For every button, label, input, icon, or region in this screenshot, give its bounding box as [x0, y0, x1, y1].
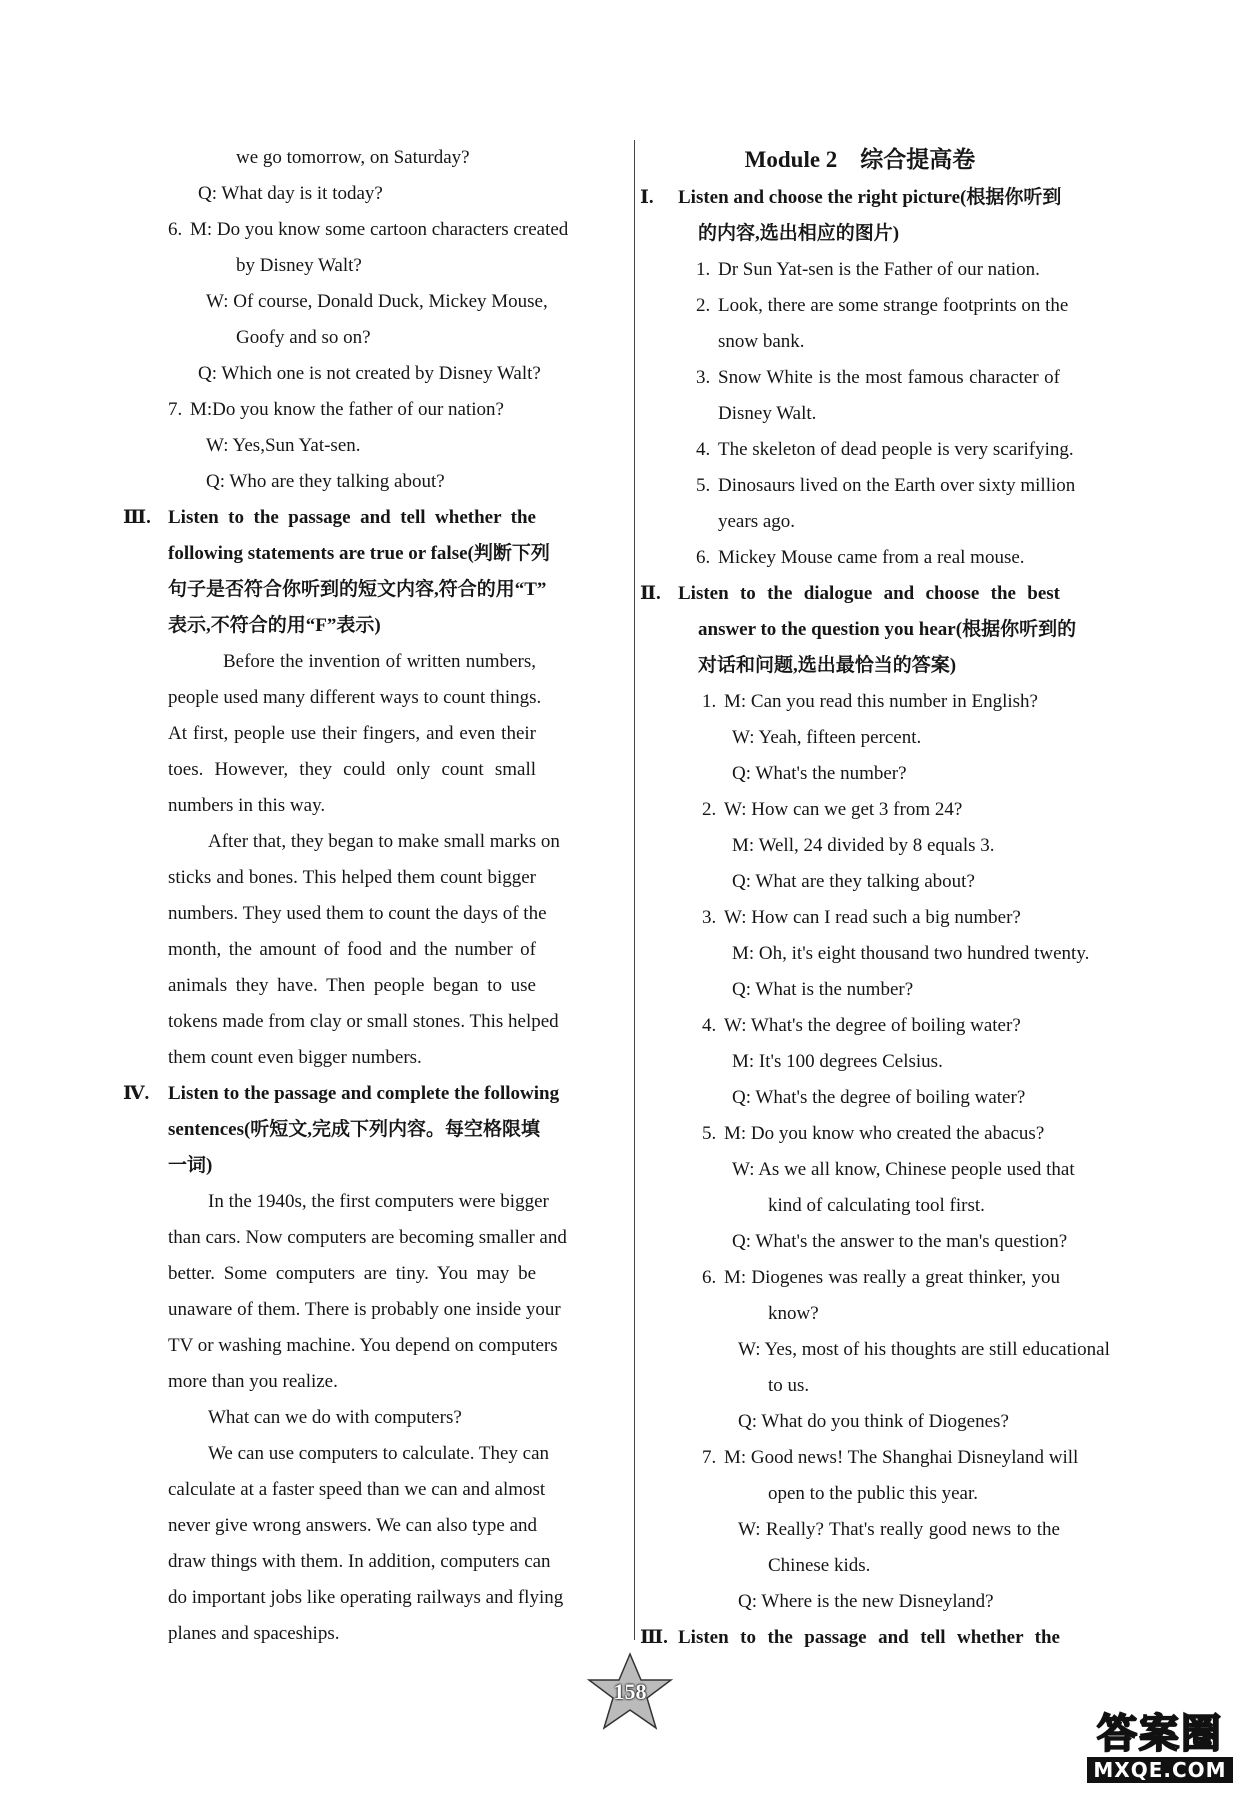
page-number-badge	[585, 1652, 675, 1732]
line-text: Module 2 综合提高卷	[744, 147, 976, 172]
numbered-line	[123, 1076, 618, 1112]
text-line	[660, 1296, 1150, 1332]
line-text: M: Can you read this number in English?	[724, 691, 1038, 712]
line-text: TV or washing machine. You depend on computers	[168, 1335, 558, 1356]
text-line	[660, 324, 1150, 360]
line-text: 的内容,选出相应的图片)	[698, 223, 900, 244]
text-line	[660, 864, 1150, 900]
numbered-line	[640, 180, 1150, 216]
text-line	[660, 972, 1150, 1008]
numbered-line	[660, 432, 1150, 468]
text-line	[660, 1332, 1150, 1368]
text-line	[168, 896, 618, 932]
line-text: planes and spaceships.	[168, 1623, 340, 1644]
page-number: 158	[613, 1679, 647, 1704]
right-column	[640, 140, 1150, 1656]
text-line	[168, 320, 618, 356]
text-line	[168, 284, 618, 320]
line-text: W: Really? That's really good news to the	[738, 1519, 1060, 1540]
section-title	[660, 140, 1150, 180]
line-text: better. Some computers are tiny. You may be	[168, 1263, 536, 1284]
text-line	[660, 1224, 1150, 1260]
numbered-line	[660, 792, 1150, 828]
line-text: In the 1940s, the first computers were bigger	[208, 1191, 549, 1212]
line-text: Disney Walt.	[718, 403, 817, 424]
column-divider	[634, 140, 635, 1640]
line-text: know?	[768, 1303, 819, 1324]
line-text: M: Good news! The Shanghai Disneyland will	[724, 1447, 1079, 1468]
line-text: more than you realize.	[168, 1371, 338, 1392]
line-text: W: Yes,Sun Yat-sen.	[206, 435, 361, 456]
item-number: 3.	[702, 907, 717, 928]
line-text: by Disney Walt?	[236, 255, 362, 276]
numbered-line	[660, 360, 1150, 396]
line-text: Q: What's the number?	[732, 763, 907, 784]
line-text: we go tomorrow, on Saturday?	[236, 147, 470, 168]
line-text: W: As we all know, Chinese people used that	[732, 1159, 1075, 1180]
text-line	[660, 1080, 1150, 1116]
line-text: to us.	[768, 1375, 810, 1396]
line-text: sentences(听短文,完成下列内容。每空格限填	[168, 1119, 541, 1140]
text-line	[168, 860, 618, 896]
numbered-line	[640, 1620, 1150, 1656]
line-text: Dinosaurs lived on the Earth over sixty million	[718, 475, 1076, 496]
numbered-line	[660, 1260, 1150, 1296]
line-text: M: Do you know some cartoon characters created	[190, 219, 569, 240]
numbered-line	[660, 684, 1150, 720]
line-text: 句子是否符合你听到的短文内容,符合的用“T”	[168, 579, 547, 600]
text-line	[660, 216, 1150, 252]
text-line	[168, 536, 618, 572]
text-line	[168, 1436, 618, 1472]
line-text: Mickey Mouse came from a real mouse.	[718, 547, 1025, 568]
text-line	[168, 1184, 618, 1220]
text-line	[168, 1580, 618, 1616]
line-text: following statements are true or false(判断下列	[168, 543, 550, 564]
text-line	[660, 1044, 1150, 1080]
line-text: than cars. Now computers are becoming smaller and	[168, 1227, 567, 1248]
text-line	[168, 1364, 618, 1400]
line-text: Q: What do you think of Diogenes?	[738, 1411, 1009, 1432]
line-text: 一词)	[168, 1155, 213, 1176]
line-text: Q: What's the degree of boiling water?	[732, 1087, 1026, 1108]
item-number: 5.	[696, 475, 711, 496]
line-text: do important jobs like operating railways and flying	[168, 1587, 564, 1608]
text-line	[660, 1152, 1150, 1188]
line-text: M: Well, 24 divided by 8 equals 3.	[732, 835, 995, 856]
text-line	[168, 1616, 618, 1652]
line-text: Chinese kids.	[768, 1555, 871, 1576]
text-line	[168, 1508, 618, 1544]
line-text: Q: Where is the new Disneyland?	[738, 1591, 994, 1612]
text-line	[168, 608, 618, 644]
numbered-line	[660, 1116, 1150, 1152]
line-text: W: Yes, most of his thoughts are still educational	[738, 1339, 1110, 1360]
line-text: snow bank.	[718, 331, 805, 352]
text-line	[660, 648, 1150, 684]
left-column	[123, 140, 618, 1652]
text-line	[168, 1040, 618, 1076]
item-number: 2.	[696, 295, 711, 316]
line-text: Before the invention of written numbers,	[223, 651, 536, 672]
line-text: Dr Sun Yat-sen is the Father of our nation.	[718, 259, 1040, 280]
text-line	[168, 932, 618, 968]
item-number: Ⅱ.	[640, 583, 661, 604]
text-line	[168, 1292, 618, 1328]
text-line	[168, 1112, 618, 1148]
line-text: Q: What is the number?	[732, 979, 914, 1000]
line-text: Q: What are they talking about?	[732, 871, 975, 892]
text-line	[168, 1004, 618, 1040]
line-text: them count even bigger numbers.	[168, 1047, 422, 1068]
line-text: Q: Who are they talking about?	[206, 471, 445, 492]
text-line	[660, 1548, 1150, 1584]
line-text: W: Of course, Donald Duck, Mickey Mouse,	[206, 291, 548, 312]
numbered-line	[168, 212, 618, 248]
text-line	[660, 756, 1150, 792]
line-text: answer to the question you hear(根据你听到的	[698, 619, 1077, 640]
line-text: open to the public this year.	[768, 1483, 979, 1504]
item-number: 5.	[702, 1123, 717, 1144]
numbered-line	[660, 540, 1150, 576]
text-line	[168, 356, 618, 392]
item-number: Ⅲ.	[640, 1627, 668, 1648]
text-line	[168, 1544, 618, 1580]
numbered-line	[660, 1008, 1150, 1044]
line-text: numbers in this way.	[168, 795, 326, 816]
text-line	[168, 680, 618, 716]
line-text: M:Do you know the father of our nation?	[190, 399, 504, 420]
line-text: sticks and bones. This helped them count bigger	[168, 867, 536, 888]
line-text: M: Diogenes was really a great thinker, you	[724, 1267, 1060, 1288]
item-number: 1.	[696, 259, 711, 280]
line-text: Q: Which one is not created by Disney Walt?	[198, 363, 541, 384]
numbered-line	[168, 392, 618, 428]
text-line	[168, 248, 618, 284]
line-text: Listen to the passage and tell whether the	[678, 1627, 1060, 1648]
text-line	[660, 504, 1150, 540]
text-line	[660, 1512, 1150, 1548]
line-text: never give wrong answers. We can also type and	[168, 1515, 538, 1536]
line-text: The skeleton of dead people is very scarifying.	[718, 439, 1074, 460]
numbered-line	[660, 1440, 1150, 1476]
text-line	[168, 1472, 618, 1508]
item-number: 4.	[702, 1015, 717, 1036]
numbered-line	[660, 288, 1150, 324]
line-text: draw things with them. In addition, computers can	[168, 1551, 551, 1572]
line-text: Q: What day is it today?	[198, 183, 383, 204]
line-text: M: It's 100 degrees Celsius.	[732, 1051, 943, 1072]
text-line	[168, 824, 618, 860]
text-line	[168, 572, 618, 608]
text-line	[168, 1256, 618, 1292]
text-line	[168, 428, 618, 464]
line-text: Q: What's the answer to the man's question?	[732, 1231, 1068, 1252]
line-text: M: Do you know who created the abacus?	[724, 1123, 1045, 1144]
item-number: 7.	[702, 1447, 717, 1468]
text-line	[660, 828, 1150, 864]
line-text: Listen to the passage and tell whether the	[168, 507, 536, 528]
line-text: Listen to the dialogue and choose the best	[678, 583, 1060, 604]
line-text: Listen to the passage and complete the following	[168, 1083, 560, 1104]
text-line	[660, 1584, 1150, 1620]
item-number: Ⅲ.	[123, 507, 151, 528]
item-number: 2.	[702, 799, 717, 820]
line-text: unaware of them. There is probably one inside your	[168, 1299, 561, 1320]
line-text: calculate at a faster speed than we can and almost	[168, 1479, 546, 1500]
numbered-line	[640, 576, 1150, 612]
line-text: animals they have. Then people began to use	[168, 975, 536, 996]
line-text: Listen and choose the right picture(根据你听到	[678, 187, 1062, 208]
line-text: kind of calculating tool first.	[768, 1195, 985, 1216]
line-text: 对话和问题,选出最恰当的答案)	[698, 655, 957, 676]
line-text: W: How can I read such a big number?	[724, 907, 1021, 928]
line-text: toes. However, they could only count small	[168, 759, 536, 780]
text-line	[168, 1148, 618, 1184]
numbered-line	[123, 500, 618, 536]
item-number: 6.	[696, 547, 711, 568]
text-line	[168, 140, 618, 176]
item-number: 7.	[168, 399, 183, 420]
text-line	[660, 1404, 1150, 1440]
text-line	[660, 612, 1150, 648]
line-text: W: What's the degree of boiling water?	[724, 1015, 1021, 1036]
text-line	[660, 936, 1150, 972]
line-text: W: How can we get 3 from 24?	[724, 799, 963, 820]
text-line	[168, 1400, 618, 1436]
text-line	[660, 1476, 1150, 1512]
line-text: At first, people use their fingers, and even their	[168, 723, 536, 744]
line-text: We can use computers to calculate. They can	[208, 1443, 550, 1464]
text-line	[168, 1220, 618, 1256]
item-number: 4.	[696, 439, 711, 460]
numbered-line	[660, 900, 1150, 936]
line-text: W: Yeah, fifteen percent.	[732, 727, 922, 748]
text-line	[168, 176, 618, 212]
line-text: Goofy and so on?	[236, 327, 371, 348]
line-text: tokens made from clay or small stones. This helped	[168, 1011, 559, 1032]
line-text: What can we do with computers?	[208, 1407, 462, 1428]
text-line	[168, 1328, 618, 1364]
line-text: 表示,不符合的用“F”表示)	[168, 615, 381, 636]
watermark-logo: 答案圈	[1097, 1711, 1223, 1757]
item-number: Ⅳ.	[123, 1083, 150, 1104]
text-line	[168, 968, 618, 1004]
text-line	[168, 788, 618, 824]
item-number: 6.	[168, 219, 183, 240]
line-text: month, the amount of food and the number of	[168, 939, 536, 960]
line-text: numbers. They used them to count the days of the	[168, 903, 547, 924]
numbered-line	[660, 468, 1150, 504]
line-text: people used many different ways to count things.	[168, 687, 542, 708]
text-line	[660, 720, 1150, 756]
line-text: M: Oh, it's eight thousand two hundred twenty.	[732, 943, 1090, 964]
line-text: Snow White is the most famous character of	[718, 367, 1060, 388]
item-number: Ⅰ.	[640, 187, 654, 208]
item-number: 6.	[702, 1267, 717, 1288]
text-line	[660, 1368, 1150, 1404]
item-number: 3.	[696, 367, 711, 388]
numbered-line	[660, 252, 1150, 288]
text-line	[168, 752, 618, 788]
line-text: years ago.	[718, 511, 796, 532]
line-text: Look, there are some strange footprints on the	[718, 295, 1069, 316]
line-text: After that, they began to make small marks on	[208, 831, 560, 852]
text-line	[660, 396, 1150, 432]
text-line	[168, 464, 618, 500]
text-line	[660, 1188, 1150, 1224]
item-number: 1.	[702, 691, 717, 712]
site-watermark	[1085, 1702, 1235, 1792]
text-line	[168, 716, 618, 752]
text-line	[168, 644, 618, 680]
watermark-url: MXQE.COM	[1087, 1757, 1232, 1783]
